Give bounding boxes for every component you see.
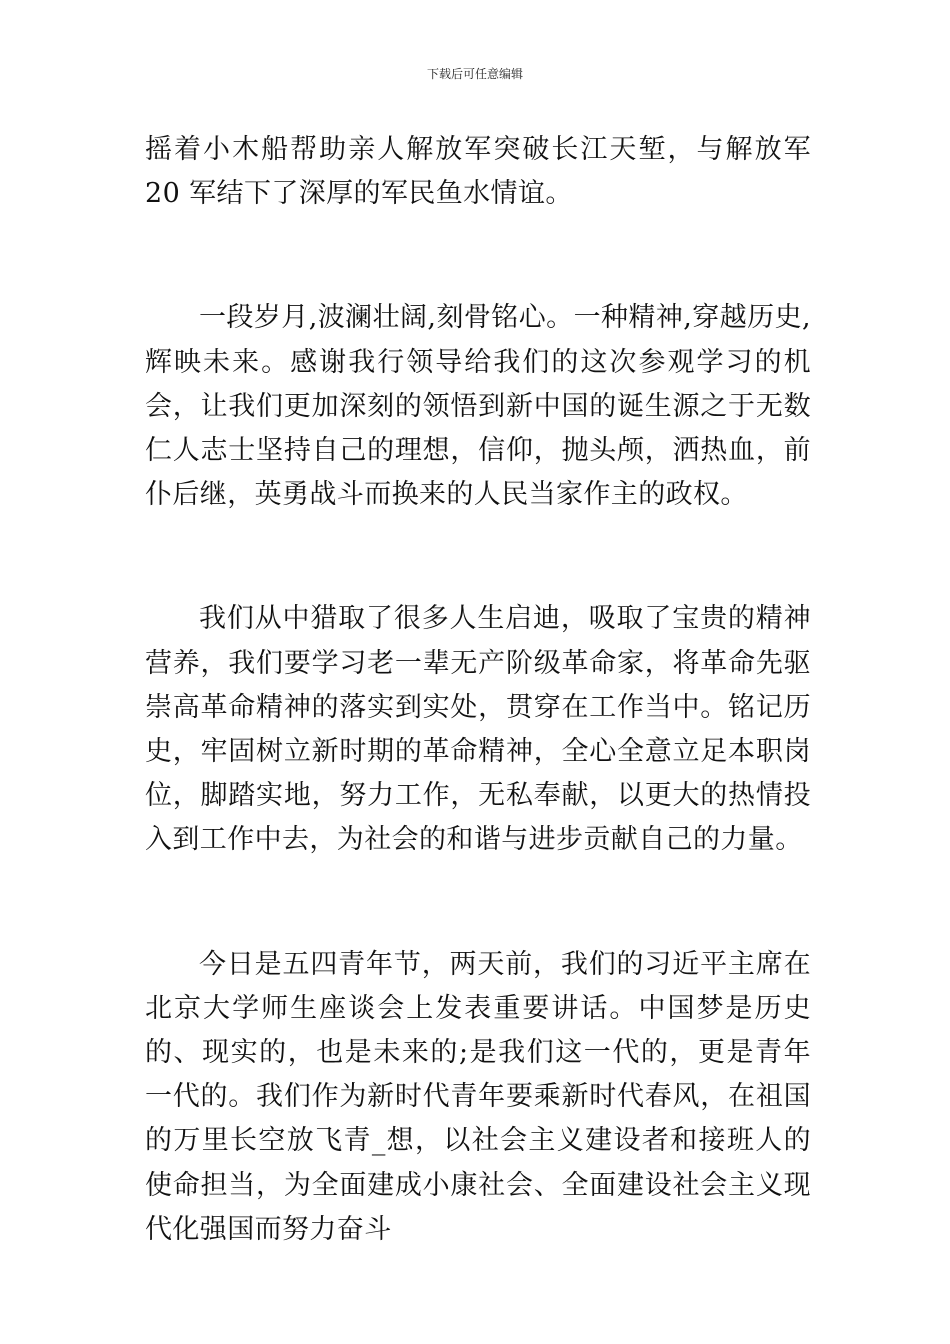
paragraph: 我们从中猎取了很多人生启迪，吸取了宝贵的精神营养，我们要学习老一辈无产阶级革命家，将革命先驱崇高革命精神的落实到实处，贯穿在工作当中。铭记历史，牢固树立新时期的革命精神，全心全意立足本职岗位，脚踏实地，努力工作，无私奉献，以更大的热情投入到工作中去，为社会的和谐与进步贡献自己的力量。 <box>145 603 811 856</box>
paragraph: 一段岁月,波澜壮阔,刻骨铭心。一种精神,穿越历史,辉映未来。感谢我行领导给我们的这次参观学习的机会，让我们更加深刻的领悟到新中国的诞生源之于无数仁人志士坚持自己的理想，信仰，抛头颅，洒热血，前仆后继，英勇战斗而换来的人民当家作主的政权。 <box>145 302 811 511</box>
paragraph-gap <box>145 216 811 296</box>
paragraph-gap <box>145 517 811 597</box>
paragraph: 今日是五四青年节，两天前，我们的习近平主席在北京大学师生座谈会上发表重要讲话。中国梦是历史的、现实的，也是未来的;是我们这一代的，更是青年一代的。我们作为新时代青年要乘新时代春风，在祖国的万里长空放飞青_想，以社会主义建设者和接班人的使命担当，为全面建成小康社会、全面建设社会主义现代化强国而努力奋斗 <box>145 948 811 1245</box>
paragraph-gap <box>145 863 811 943</box>
paragraph-continuation: 摇着小木船帮助亲人解放军突破长江天堑，与解放军 20 军结下了深厚的军民鱼水情谊。 <box>145 134 811 210</box>
document-body <box>145 128 811 1252</box>
page-header-caption: 下载后可任意编辑 <box>426 67 523 81</box>
